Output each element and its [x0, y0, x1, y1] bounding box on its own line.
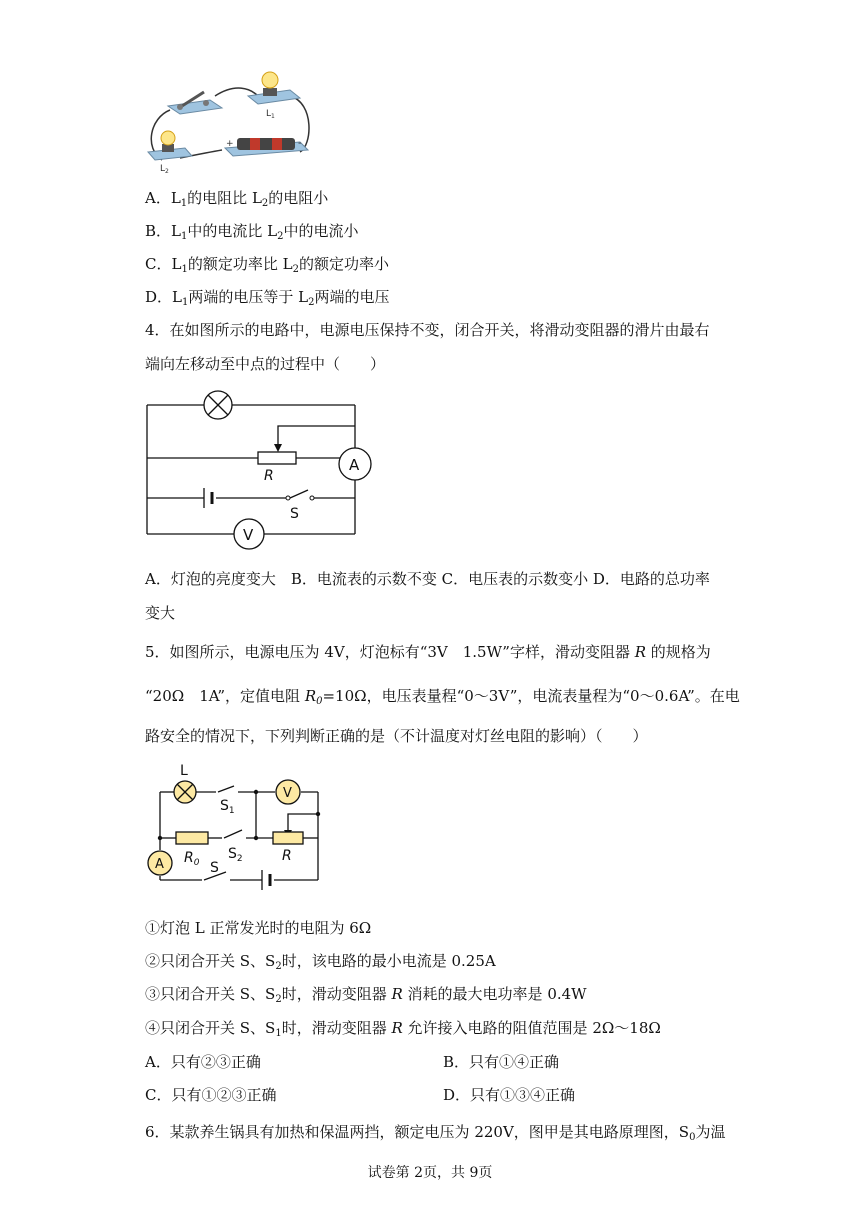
q5-option-c: C．只有①②③正确 — [145, 1086, 277, 1104]
q5-circuit-diagram — [142, 760, 327, 890]
q5-s1-label: $S_1$ — [220, 798, 235, 816]
q4-options-line2: 变大 — [145, 604, 176, 622]
q5-s-label: S — [210, 860, 219, 876]
q5-statement-1: ①灯泡 L 正常发光时的电阻为 6Ω — [145, 919, 372, 937]
q5-r0-label: $R_0$ — [184, 850, 200, 868]
circuit-photo-figure — [140, 68, 315, 176]
q3-option-c: C．$L_1$的额定功率比 $L_2$的额定功率小 — [145, 255, 389, 275]
q4-circuit-diagram — [140, 388, 380, 553]
q4-switch-label: S — [290, 506, 299, 522]
q4-stem-line2: 端向左移动至中点的过程中（ ） — [145, 355, 386, 373]
q4-options-line1: A．灯泡的亮度变大 B．电流表的示数不变 C．电压表的示数变小 D．电路的总功率 — [145, 570, 710, 588]
q5-option-a: A．只有②③正确 — [145, 1053, 261, 1071]
q5-s2-label: $S_2$ — [228, 846, 243, 864]
q5-stem-line1: 5．如图所示，电源电压为 4V，灯泡标有“3V 1.5W”字样，滑动变阻器 R 的规格为 — [145, 643, 711, 661]
q4-voltmeter-label: V — [243, 526, 254, 544]
q4-stem-line1: 4．在如图所示的电路中，电源电压保持不变，闭合开关，将滑动变阻器的滑片由最右 — [145, 321, 710, 339]
q5-statement-3: ③只闭合开关 S、$S_2$时，滑动变阻器 R 消耗的最大电功率是 0.4W — [145, 985, 587, 1005]
q5-option-d: D．只有①③④正确 — [443, 1086, 576, 1104]
q5-stem-line2: “20Ω 1A”，定值电阻 $R_0=10\Omega$，电压表量程“0～3V”，电流表量程为“0～0.6A”。在电 — [145, 687, 740, 707]
q4-resistor-label: R — [264, 468, 274, 484]
q5-voltmeter-label: V — [283, 786, 292, 801]
q5-option-b: B．只有①④正确 — [443, 1053, 560, 1071]
lamp-l2-label: $L_2$ — [160, 164, 169, 175]
q6-stem-line1: 6．某款养生锅具有加热和保温两挡，额定电压为 220V，图甲是其电路原理图，$S_0$为温 — [145, 1123, 726, 1143]
q4-ammeter-label: A — [349, 456, 360, 474]
battery-minus-label: - — [298, 138, 302, 149]
q3-option-b: B．$L_1$中的电流比 $L_2$中的电流小 — [145, 222, 359, 242]
q5-statement-4: ④只闭合开关 S、$S_1$时，滑动变阻器 R 允许接入电路的阻值范围是 2Ω～18Ω — [145, 1019, 661, 1039]
page-footer: 试卷第 2页，共 9页 — [367, 1165, 493, 1181]
q5-statement-2: ②只闭合开关 S、$S_2$时，该电路的最小电流是 0.25A — [145, 952, 496, 972]
battery-plus-label: + — [226, 139, 234, 149]
lamp-l1-label: $L_1$ — [266, 109, 275, 120]
q5-stem-line3: 路安全的情况下，下列判断正确的是（不计温度对灯丝电阻的影响）（ ） — [145, 727, 648, 745]
q5-r-label: R — [282, 848, 292, 864]
q5-ammeter-label: A — [155, 857, 164, 872]
q3-option-d: D．$L_1$两端的电压等于 $L_2$两端的电压 — [145, 288, 390, 308]
q3-option-a: A．$L_1$的电阻比 $L_2$的电阻小 — [145, 189, 329, 209]
q5-lamp-label: L — [180, 763, 188, 779]
